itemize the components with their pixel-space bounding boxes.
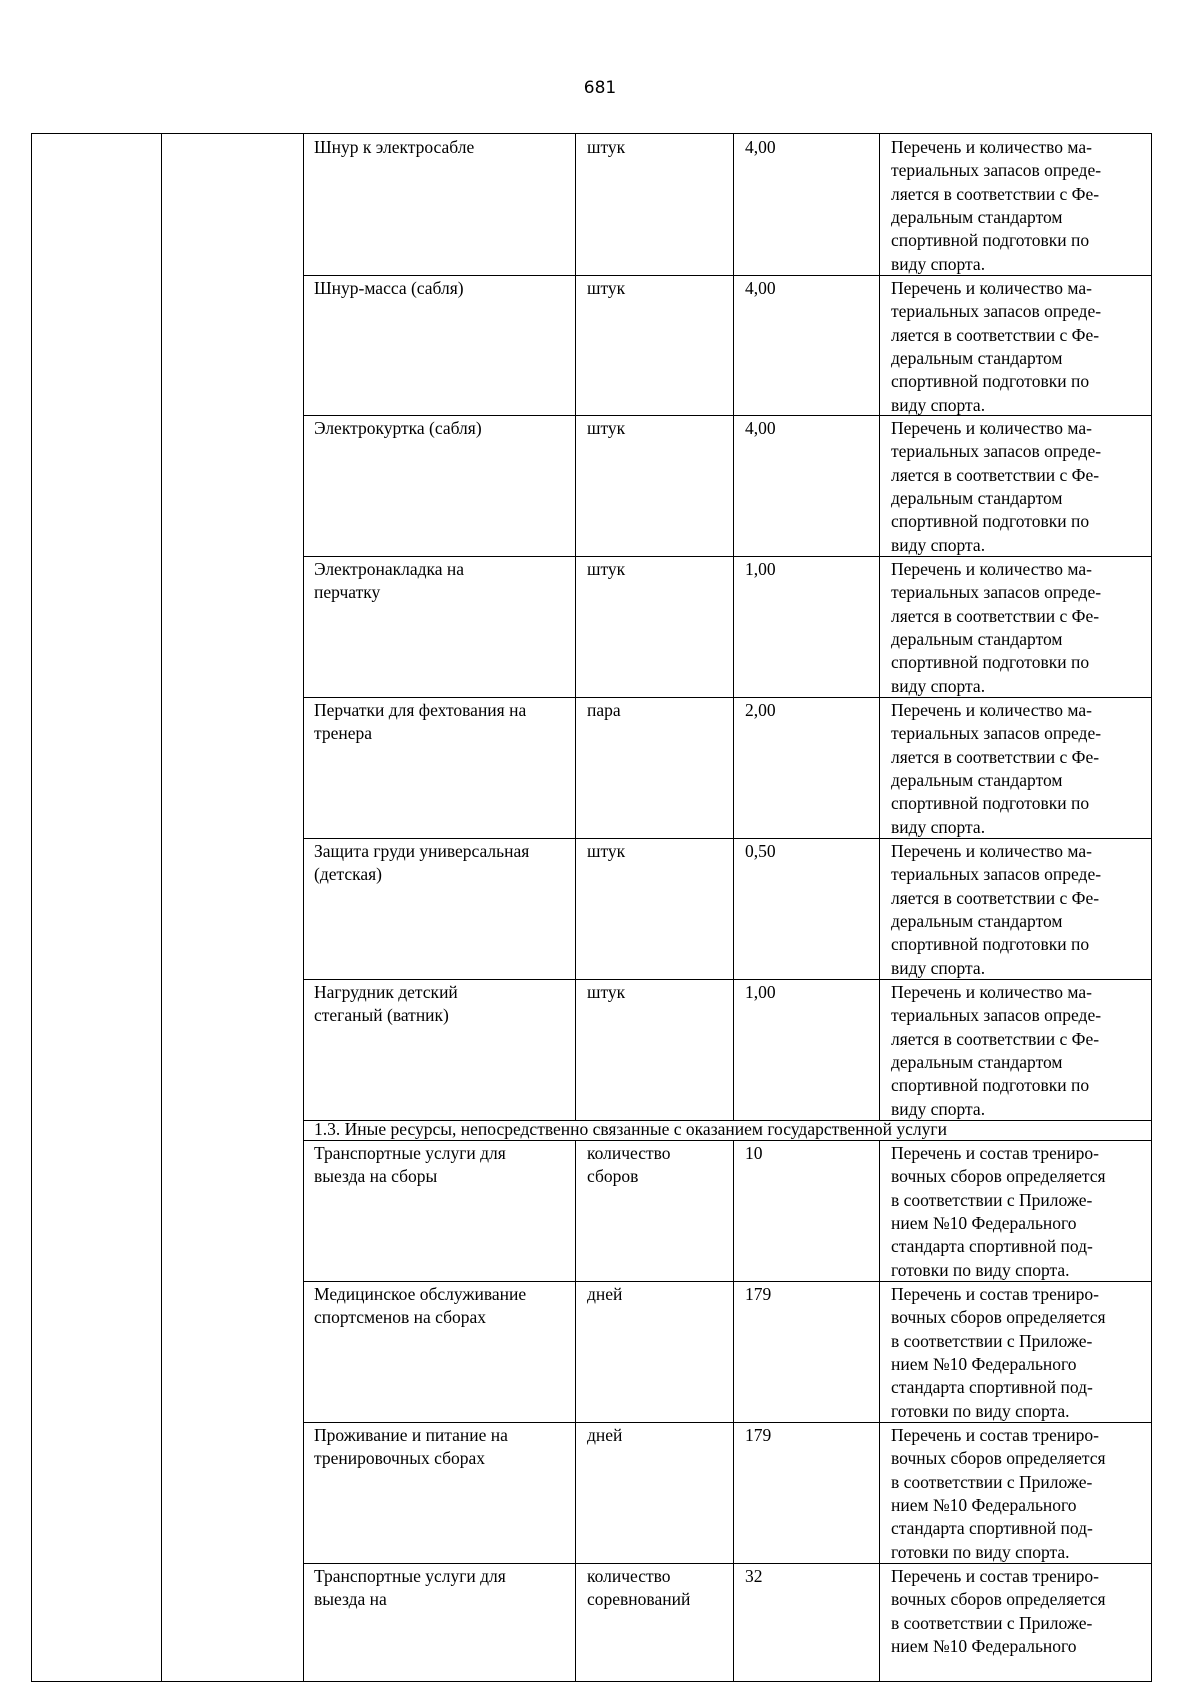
item-unit-line: штук bbox=[587, 559, 626, 579]
table-col-line-4 bbox=[733, 697, 734, 838]
item-note-line: в соответствии с Приложе- bbox=[891, 1612, 1093, 1633]
item-name-line: выезда на сборы bbox=[314, 1166, 438, 1187]
item-unit-line: штук bbox=[587, 418, 626, 438]
table-col-line-1 bbox=[161, 134, 162, 1682]
item-name-line: Шнур к электросабле bbox=[314, 137, 475, 157]
table-col-line-3 bbox=[575, 556, 576, 697]
item-note-line: спортивной подготовки по bbox=[891, 934, 1090, 955]
table-col-line-5 bbox=[879, 134, 880, 275]
table-col-line-4 bbox=[733, 1563, 734, 1681]
table-col-line-5 bbox=[879, 1281, 880, 1422]
table-col-line-4 bbox=[733, 415, 734, 556]
item-unit-line: пара bbox=[587, 700, 621, 720]
item-note-line: Перечень и количество ма- bbox=[891, 841, 1092, 861]
table-col-line-5 bbox=[879, 697, 880, 838]
item-note-line: териальных запасов опреде- bbox=[891, 723, 1102, 744]
item-note-line: ляется в соответствии с Фе- bbox=[891, 746, 1100, 767]
item-note-line: в соответствии с Приложе- bbox=[891, 1330, 1093, 1351]
item-name-line: Транспортные услуги для bbox=[314, 1143, 506, 1163]
item-note-line: нием №10 Федерального bbox=[891, 1212, 1077, 1233]
table-col-line-3 bbox=[575, 275, 576, 415]
item-note-line: вочных сборов определяется bbox=[891, 1166, 1106, 1187]
table-col-line-3 bbox=[575, 1422, 576, 1563]
item-value: 1,00 bbox=[745, 559, 776, 579]
table-row-divider bbox=[303, 275, 1151, 276]
item-unit-line: дней bbox=[587, 1425, 623, 1445]
item-note-line: стандарта спортивной под- bbox=[891, 1236, 1093, 1257]
item-value: 4,00 bbox=[745, 278, 776, 298]
item-name-line: Электрокуртка (сабля) bbox=[314, 418, 482, 438]
item-name-line: Транспортные услуги для bbox=[314, 1566, 506, 1586]
item-unit-line: штук bbox=[587, 278, 626, 298]
item-note-line: териальных запасов опреде- bbox=[891, 160, 1102, 181]
item-note-line: вочных сборов определяется bbox=[891, 1589, 1106, 1610]
item-note-line: спортивной подготовки по bbox=[891, 511, 1090, 532]
item-unit-line: количество bbox=[587, 1143, 671, 1163]
item-note-line: нием №10 Федерального bbox=[891, 1635, 1077, 1656]
item-note-line: стандарта спортивной под- bbox=[891, 1377, 1093, 1398]
item-note-line: Перечень и количество ма- bbox=[891, 418, 1092, 438]
item-note-line: ляется в соответствии с Фе- bbox=[891, 464, 1100, 485]
table-col-line-3 bbox=[575, 134, 576, 275]
item-value: 4,00 bbox=[745, 137, 776, 157]
table-col-line-4 bbox=[733, 275, 734, 415]
item-note-line: деральным стандартом bbox=[891, 487, 1063, 508]
item-note-line: виду спорта. bbox=[891, 534, 986, 555]
item-note-line: териальных запасов опреде- bbox=[891, 1005, 1102, 1026]
item-value: 0,50 bbox=[745, 841, 776, 861]
table-col-line-5 bbox=[879, 1140, 880, 1281]
table-col-line-5 bbox=[879, 275, 880, 415]
item-value: 179 bbox=[745, 1425, 772, 1445]
table-col-line-5 bbox=[879, 415, 880, 556]
item-note-line: виду спорта. bbox=[891, 394, 986, 415]
item-note-line: териальных запасов опреде- bbox=[891, 441, 1102, 462]
item-name-line: Нагрудник детский bbox=[314, 982, 458, 1002]
table-col-line-3 bbox=[575, 1563, 576, 1681]
item-note-line: Перечень и количество ма- bbox=[891, 278, 1092, 298]
table-col-line-6 bbox=[1151, 134, 1152, 1682]
item-value: 4,00 bbox=[745, 418, 776, 438]
item-note-line: готовки по виду спорта. bbox=[891, 1400, 1070, 1421]
table-col-line-4 bbox=[733, 1281, 734, 1422]
item-name-line: Защита груди универсальная bbox=[314, 841, 530, 861]
item-note-line: ляется в соответствии с Фе- bbox=[891, 887, 1100, 908]
table-col-line-5 bbox=[879, 1563, 880, 1681]
item-note-line: деральным стандартом bbox=[891, 769, 1063, 790]
item-note-line: Перечень и состав трениро- bbox=[891, 1425, 1099, 1445]
item-unit-line: штук bbox=[587, 841, 626, 861]
item-note-line: в соответствии с Приложе- bbox=[891, 1189, 1093, 1210]
table-col-line-5 bbox=[879, 838, 880, 979]
item-note-line: нием №10 Федерального bbox=[891, 1353, 1077, 1374]
item-name-line: спортсменов на сборах bbox=[314, 1307, 487, 1328]
table-row-divider bbox=[303, 1281, 1151, 1282]
item-note-line: спортивной подготовки по bbox=[891, 652, 1090, 673]
page-number: 681 bbox=[583, 78, 617, 98]
section-heading: 1.3. Иные ресурсы, непосредственно связанные с оказанием государственной услуги bbox=[314, 1119, 947, 1139]
item-unit-line: сборов bbox=[587, 1166, 639, 1187]
item-name-line: Медицинское обслуживание bbox=[314, 1284, 527, 1304]
item-name-line: (детская) bbox=[314, 864, 383, 885]
item-name-line: Перчатки для фехтования на bbox=[314, 700, 527, 720]
item-note-line: териальных запасов опреде- bbox=[891, 301, 1102, 322]
table-col-line-3 bbox=[575, 1281, 576, 1422]
item-note-line: ляется в соответствии с Фе- bbox=[891, 1028, 1100, 1049]
table-row-divider bbox=[303, 1140, 1151, 1141]
item-note-line: териальных запасов опреде- bbox=[891, 864, 1102, 885]
table-row-divider bbox=[303, 556, 1151, 557]
item-note-line: Перечень и количество ма- bbox=[891, 982, 1092, 1002]
item-note-line: стандарта спортивной под- bbox=[891, 1518, 1093, 1539]
item-note-line: Перечень и состав трениро- bbox=[891, 1143, 1099, 1163]
table-col-line-2 bbox=[303, 134, 304, 1682]
item-note-line: деральным стандартом bbox=[891, 347, 1063, 368]
item-note-line: виду спорта. bbox=[891, 816, 986, 837]
item-unit-line: штук bbox=[587, 137, 626, 157]
table-col-line-4 bbox=[733, 1422, 734, 1563]
table-col-line-4 bbox=[733, 1140, 734, 1281]
item-note-line: деральным стандартом bbox=[891, 1051, 1063, 1072]
table-row-divider bbox=[303, 697, 1151, 698]
item-note-line: вочных сборов определяется bbox=[891, 1307, 1106, 1328]
item-note-line: вочных сборов определяется bbox=[891, 1448, 1106, 1469]
table-row-divider bbox=[303, 1563, 1151, 1564]
item-name-line: выезда на bbox=[314, 1589, 387, 1610]
item-value: 2,00 bbox=[745, 700, 776, 720]
item-note-line: Перечень и состав трениро- bbox=[891, 1284, 1099, 1304]
item-note-line: спортивной подготовки по bbox=[891, 371, 1090, 392]
table-col-line-4 bbox=[733, 838, 734, 979]
item-note-line: виду спорта. bbox=[891, 1098, 986, 1119]
item-name-line: Проживание и питание на bbox=[314, 1425, 508, 1445]
item-value: 179 bbox=[745, 1284, 772, 1304]
item-unit-line: штук bbox=[587, 982, 626, 1002]
table-col-line-5 bbox=[879, 979, 880, 1120]
item-value: 32 bbox=[745, 1566, 763, 1586]
table-col-line-3 bbox=[575, 1140, 576, 1281]
item-name-line: тренировочных сборах bbox=[314, 1448, 486, 1469]
table-row-divider bbox=[303, 415, 1151, 416]
table-col-line-4 bbox=[733, 556, 734, 697]
item-note-line: Перечень и состав трениро- bbox=[891, 1566, 1099, 1586]
item-name-line: стеганый (ватник) bbox=[314, 1005, 449, 1026]
item-note-line: виду спорта. bbox=[891, 253, 986, 274]
table-col-line-3 bbox=[575, 979, 576, 1120]
item-note-line: ляется в соответствии с Фе- bbox=[891, 605, 1100, 626]
item-note-line: виду спорта. bbox=[891, 675, 986, 696]
item-name-line: тренера bbox=[314, 723, 373, 744]
item-value: 10 bbox=[745, 1143, 763, 1163]
item-note-line: нием №10 Федерального bbox=[891, 1494, 1077, 1515]
item-unit-line: количество bbox=[587, 1566, 671, 1586]
table-col-line-4 bbox=[733, 979, 734, 1120]
item-note-line: Перечень и количество ма- bbox=[891, 137, 1092, 157]
item-note-line: виду спорта. bbox=[891, 957, 986, 978]
item-note-line: Перечень и количество ма- bbox=[891, 700, 1092, 720]
table-col-line-4 bbox=[733, 134, 734, 275]
item-note-line: деральным стандартом bbox=[891, 628, 1063, 649]
item-note-line: ляется в соответствии с Фе- bbox=[891, 324, 1100, 345]
table-col-line-3 bbox=[575, 838, 576, 979]
item-note-line: спортивной подготовки по bbox=[891, 1075, 1090, 1096]
item-unit-line: дней bbox=[587, 1284, 623, 1304]
table-col-line-3 bbox=[575, 415, 576, 556]
item-value: 1,00 bbox=[745, 982, 776, 1002]
table-col-line-5 bbox=[879, 1422, 880, 1563]
item-name-line: Электронакладка на bbox=[314, 559, 465, 579]
table-row-divider bbox=[303, 1422, 1151, 1423]
table-col-line-5 bbox=[879, 556, 880, 697]
item-note-line: Перечень и количество ма- bbox=[891, 559, 1092, 579]
table-row-divider bbox=[303, 838, 1151, 839]
item-note-line: готовки по виду спорта. bbox=[891, 1541, 1070, 1562]
item-name-line: перчатку bbox=[314, 582, 381, 603]
item-name-line: Шнур-масса (сабля) bbox=[314, 278, 464, 298]
table-border-top bbox=[31, 133, 1152, 134]
item-note-line: спортивной подготовки по bbox=[891, 230, 1090, 251]
item-note-line: териальных запасов опреде- bbox=[891, 582, 1102, 603]
item-note-line: готовки по виду спорта. bbox=[891, 1259, 1070, 1280]
item-note-line: деральным стандартом bbox=[891, 206, 1063, 227]
item-note-line: в соответствии с Приложе- bbox=[891, 1471, 1093, 1492]
item-unit-line: соревнований bbox=[587, 1589, 691, 1610]
table-col-line-3 bbox=[575, 697, 576, 838]
table-row-divider bbox=[303, 979, 1151, 980]
table-border-bottom bbox=[31, 1681, 1152, 1682]
item-note-line: спортивной подготовки по bbox=[891, 793, 1090, 814]
item-note-line: деральным стандартом bbox=[891, 910, 1063, 931]
item-note-line: ляется в соответствии с Фе- bbox=[891, 183, 1100, 204]
table-col-line-0 bbox=[31, 134, 32, 1682]
